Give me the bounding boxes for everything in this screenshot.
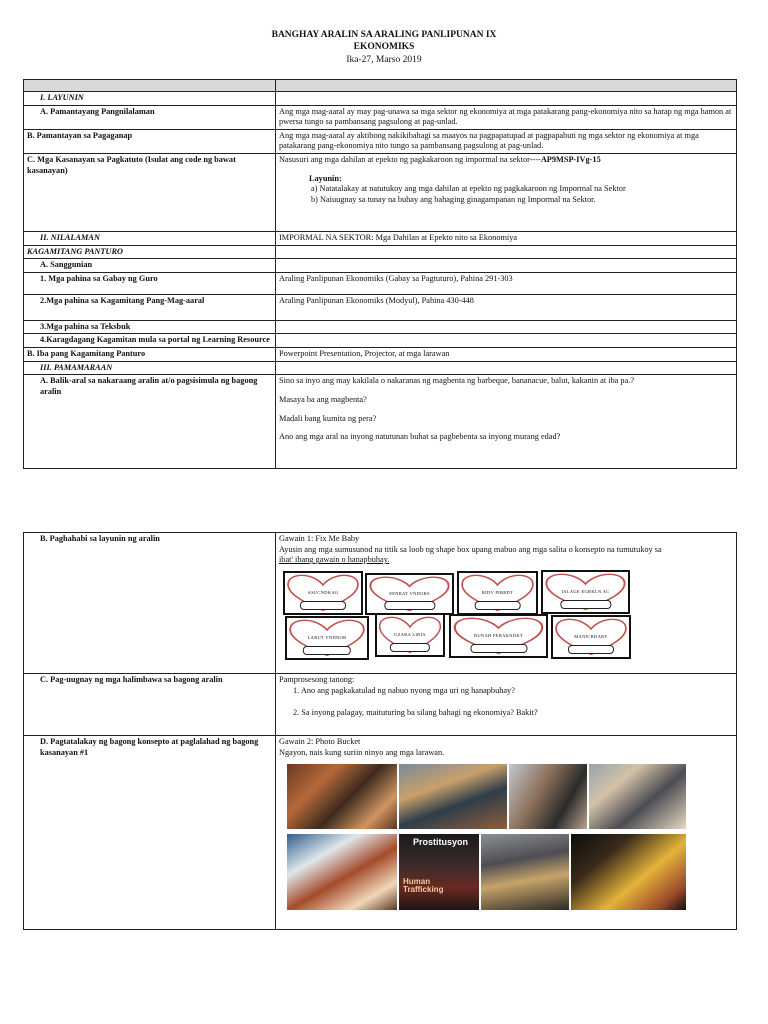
- pamantayan-pagaganap-label: B. Pamantayan sa Pagaganap: [24, 129, 276, 153]
- gawain2-text: Ngayon, nais kung suriin ninyo ang mga larawan.: [279, 747, 445, 757]
- shape-box-2: [365, 573, 454, 615]
- shape-box-6: [375, 613, 445, 657]
- answer-slot: [568, 645, 614, 654]
- kasanayan-cell: Nasusuri ang mga dahilan at epekto ng pagkakaroon ng impormal na sektor----AP9MSP-IVg-15 Layunin: a) Natatalakay at natutukoy ang mga dahilan at epekto ng pagkakaroon ng Impormal na Sektor b) Naiuugnay sa tunay na buhay ang bahaging ginagampanan ng Impormal na Sektor.: [276, 154, 737, 232]
- prostitusyon-label: Prostitusyon: [413, 837, 469, 848]
- balik-aral-label: A. Balik-aral sa nakaraang aralin at/o pagsisimula ng bagong aralin: [24, 375, 276, 469]
- pag-uugnay-cell: [276, 674, 737, 736]
- shape-box-1-word: ASUCNDKAG: [307, 589, 339, 595]
- kagamitan-label: KAGAMITANG PANTURO: [24, 245, 276, 259]
- photo-cooking-vendor: [287, 834, 397, 910]
- shape-box-2-word: EENRAT VNDORS: [389, 590, 430, 596]
- gawain1-instruction: Ayusin ang mga sumusunod na titik sa loob ng shape box upang mabuo ang mga salita o konsepto na tumutukoy sa: [279, 544, 662, 554]
- pamantayan-pagaganap-text: Ang mga mag-aaral ay aktibong nakikibahagi sa maayos na pagpapatupad at pagpapabuti ng mga sektor ng ekonomiya at mga patakarang pang-ekonomiya nito tungo sa pambansang pagsulong at pag-unlad.: [276, 129, 737, 153]
- gawain2-title: Gawain 2: Photo Bucket: [279, 737, 361, 746]
- balik-aral-line-1: Sino sa inyo ang may kakilala o nakaranas ng magbenta ng barbeque, bananacue, balut, kakanin at iba pa.?: [279, 376, 635, 386]
- photo-vendor-walking: [509, 764, 587, 829]
- balik-aral-line-3: Madali bang kumita ng pera?: [279, 413, 377, 423]
- shape-box-8-word: MANICRDARY: [574, 633, 608, 639]
- photo-prostitusyon: [399, 834, 479, 910]
- shape-box-8: [551, 615, 631, 659]
- shape-box-5: [285, 616, 369, 660]
- answer-slot: [470, 644, 527, 653]
- shape-box-4: [541, 570, 630, 614]
- gabay-guro-text: Araling Panlipunan Ekonomiks (Gabay sa Pagtuturo), Pahina 291-303: [276, 272, 737, 294]
- iba-kagamitan-label: B. Iba pang Kagamitang Panturo: [24, 348, 276, 362]
- answer-slot: [303, 646, 351, 655]
- human-trafficking-label: Human Trafficking: [403, 877, 444, 895]
- doc-date: Ika-27, Marso 2019: [346, 55, 422, 65]
- shape-box-3: [457, 571, 538, 615]
- tanong-1: 1. Ano ang pagkakatulad ng nabuo nyong mga uri ng hanapbuhay?: [293, 685, 515, 695]
- pamantayang-pangnilalaman-label: A. Pamantayang Pangnilalaman: [24, 105, 276, 129]
- pamprosesong-tanong-title: Pamprosesong tanong:: [279, 675, 355, 684]
- nilalaman-label: II. NILALAMAN: [24, 232, 276, 246]
- layunin-subheading: Layunin: [309, 173, 339, 183]
- portal-label: 4.Karagdagang Kagamitan mula sa portal ng Learning Resource: [24, 334, 276, 348]
- lesson-plan-table-1: [23, 79, 737, 469]
- answer-slot: [474, 601, 521, 610]
- kasanayan-text: Nasusuri ang mga dahilan at epekto ng pagkakaroon ng impormal na sektor----: [279, 155, 541, 165]
- shape-box-4-word: IALAGE EGRKLN AC: [561, 588, 610, 594]
- shape-boxes: [279, 566, 733, 662]
- paghahabi-label: B. Paghahabi sa layunin ng aralin: [24, 533, 276, 674]
- layunin-item-b: b) Naiuugnay sa tunay na buhay ang bahaging ginagampanan ng Impormal na Sektor.: [311, 194, 596, 204]
- answer-slot: [300, 601, 346, 610]
- kasanayan-label: C. Mga Kasanayan sa Pagkatuto (Isulat ang code ng bawat kasanayan): [24, 154, 276, 232]
- shape-box-1: [283, 571, 363, 615]
- gawain2-cell: [276, 736, 737, 930]
- layunin-item-a: a) Natatalakay at natutukoy ang mga dahilan at epekto ng pagkakaroon ng Impormal na Sektor: [311, 184, 626, 194]
- kasanayan-code: AP9MSP-IVg-15: [540, 155, 601, 165]
- photo-money-exchange: [589, 764, 686, 829]
- mag-aaral-text: Araling Panlipunan Ekonomiks (Modyul), Pahina 430-448: [276, 294, 737, 320]
- photo-sidewalk-market: [481, 834, 569, 910]
- balik-aral-line-4: Ano ang mga aral na inyong natutunan buhat sa pagbebenta sa inyong murang edad?: [279, 432, 561, 442]
- mag-aaral-label: 2.Mga pahina sa Kagamitang Pang-Mag-aaral: [24, 294, 276, 320]
- gawain1-instruction-2: ibat' ibang gawain o hanapbuhay.: [279, 555, 390, 565]
- balik-aral-line-2: Masaya ba ang magbenta?: [279, 394, 367, 404]
- layunin-heading: I. LAYUNIN: [24, 92, 276, 106]
- balik-aral-cell: [276, 375, 737, 469]
- shape-box-7: [449, 614, 548, 658]
- iba-kagamitan-text: Powerpoint Presentation, Projector, at mga larawan: [276, 348, 737, 362]
- shape-box-5-word: LARUT VNDNOR: [307, 634, 347, 640]
- photo-street-food: [287, 764, 397, 829]
- answer-slot: [560, 600, 611, 609]
- shape-box-3-word: RIDV PIRRDT: [481, 589, 514, 595]
- doc-title: BANGHAY ARALIN SA ARALING PANLIPUNAN IX: [271, 30, 497, 40]
- pagtatalakay-label: D. Pagtatalakay ng bagong konsepto at paglalahad ng bagong kasanayan #1: [24, 736, 276, 930]
- photo-collage: [279, 762, 733, 914]
- pag-uugnay-label: C. Pag-uugnay ng mga halimbawa sa bagong aralin: [24, 674, 276, 736]
- pamantayang-pangnilalaman-text: Ang mga mag-aaral ay may pag-unawa sa mga sektor ng ekonomiya at mga patakarang pang-ekonomiya nito sa harap ng mga hamon at pwersa tungo sa pambansang pagsulong at pag-unlad.: [276, 105, 737, 129]
- sanggunian-label: A. Sanggunian: [24, 259, 276, 273]
- answer-slot: [384, 601, 435, 610]
- tanong-2: 2. Sa inyong palagay, maituturing ba silang bahagi ng ekonomiya? Bakit?: [293, 708, 538, 718]
- gawain1-title: Gawain 1: Fix Me Baby: [279, 534, 360, 543]
- teksbuk-label: 3.Mga pahina sa Teksbuk: [24, 320, 276, 334]
- gabay-guro-label: 1. Mga pahina sa Gabay ng Guro: [24, 272, 276, 294]
- photo-market-vendors: [399, 764, 507, 829]
- gawain1-cell: [276, 533, 737, 674]
- photo-food-seller: [571, 834, 686, 910]
- nilalaman-text: IMPORMAL NA SEKTOR: Mga Dahilan at Epekto nito sa Ekonomiya: [276, 232, 737, 246]
- lesson-plan-table-2: [23, 532, 737, 930]
- shape-box-6-word: UZARA LIRIA: [394, 631, 426, 637]
- shape-box-7-word: BUNAH PERAKNDKT: [474, 632, 523, 638]
- doc-subtitle: EKONOMIKS: [353, 42, 415, 52]
- answer-slot: [390, 643, 430, 652]
- pamamaraan-label: III. PAMAMARAAN: [24, 361, 276, 375]
